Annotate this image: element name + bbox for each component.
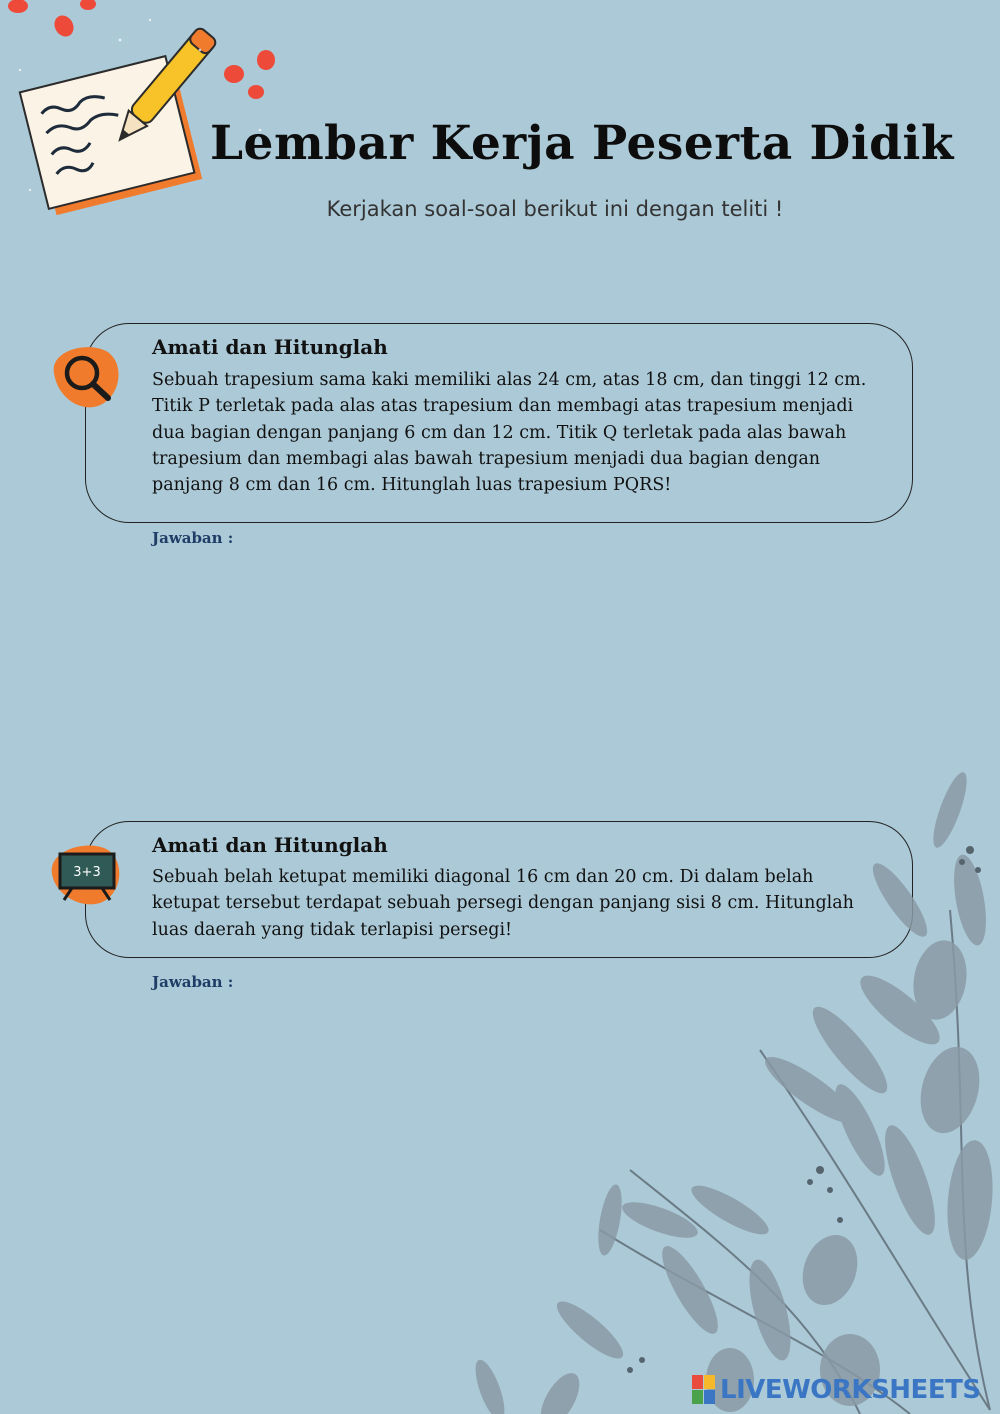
liveworksheets-logo-icon (692, 1375, 716, 1405)
footer-brand (692, 1375, 981, 1405)
notepad-pen-illustration (0, 0, 300, 230)
answer-label: Jawaban : (152, 973, 234, 991)
blackboard-text: 3+3 (73, 865, 101, 880)
page-subtitle: Kerjakan soal-soal berikut ini dengan teliti ! (326, 197, 784, 221)
question-text: Sebuah belah ketupat memiliki diagonal 16 cm dan 20 cm. Di dalam belah ketupat tersebut terdapat sebuah persegi dengan panjang sisi 8 cm. Hitunglah luas daerah yang tidak terlapisi persegi! (152, 867, 854, 940)
page-title: Lembar Kerja Peserta Didik (210, 116, 954, 171)
leaf-decoration (430, 750, 1000, 1414)
footer-brand-text: LIVEWORKSHEETS (720, 1375, 981, 1405)
question-heading: Amati dan Hitunglah (152, 833, 388, 857)
blackboard-icon (46, 842, 124, 916)
answer-label: Jawaban : (152, 529, 234, 547)
question-heading: Amati dan Hitunglah (152, 335, 388, 359)
question-text: Sebuah trapesium sama kaki memiliki alas 24 cm, atas 18 cm, dan tinggi 12 cm. Titik P terletak pada alas atas trapesium dan membagi atas trapesium menjadi dua bagian dengan panjang 6 cm dan 12 cm. Titik Q terletak pada alas bawah trapesium dan membagi alas bawah trapesium menjadi dua bagian dengan panjang 8 cm dan 16 cm. Hitunglah luas trapesium PQRS! (152, 370, 867, 496)
magnifier-icon (46, 343, 124, 417)
